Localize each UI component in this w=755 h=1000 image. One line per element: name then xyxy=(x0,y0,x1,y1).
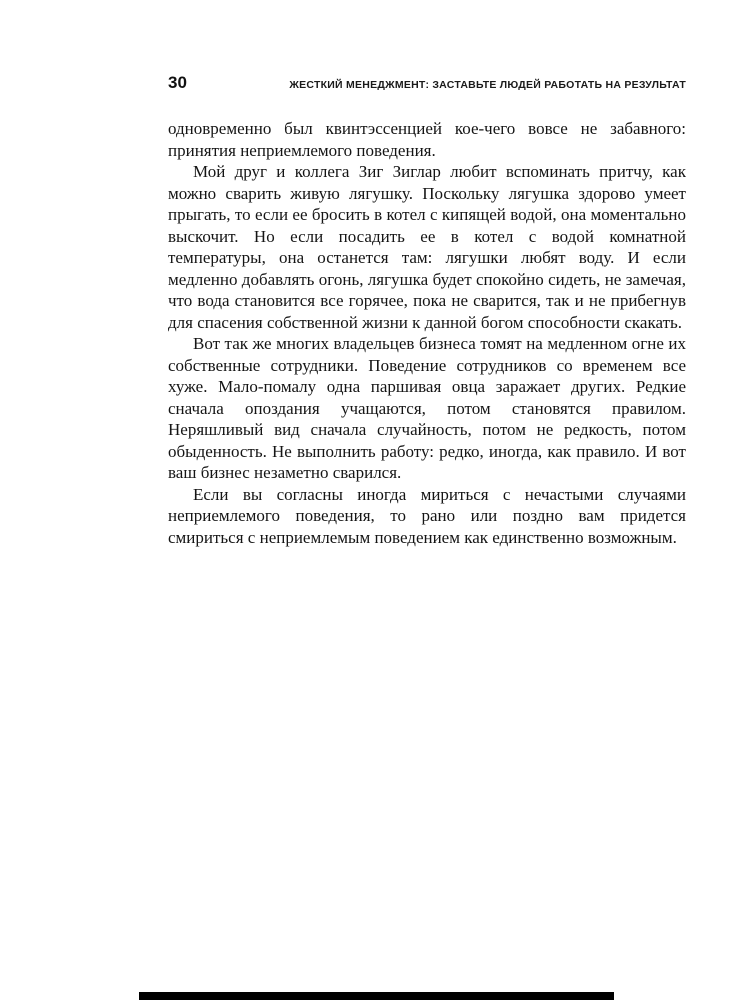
paragraph: одновременно был квинтэссенцией кое-чего вовсе не забавного: принятия неприемлемого поведения. xyxy=(168,119,686,160)
paragraph: Если вы согласны иногда мириться с нечастыми случаями неприемлемого поведения, то рано или поздно вам придется смириться с неприемлемым поведением как единственно возможным. xyxy=(168,484,686,547)
page-number: 30 xyxy=(168,73,187,92)
paragraph: Мой друг и коллега Зиг Зиглар любит вспоминать притчу, как можно сварить живую лягушку. Поскольку лягушка здорово умеет прыгать, то если ее бросить в котел с кипящей водой, она моментально выскочит. Но если посадить ее в котел с водой комнатной температуры, она останется там: лягушки любят воду. И если медленно добавлять огонь, лягушка будет спокойно сидеть, не замечая, что вода становится все горячее, пока не сварится, так и не прибегнув для спасения собственной жизни к данной богом способности скакать. xyxy=(168,162,686,332)
paragraph: Вот так же многих владельцев бизнеса томят на медленном огне их собственные сотрудники. Поведение сотрудников со временем все хуже. Мало-помалу одна паршивая овца заражает других. Редкие сначала опоздания учащаются, потом становятся правилом. Неряшливый вид сначала случайность, потом не редкость, потом обыденность. Не выполнить работу: редко, иногда, как правило. И вот ваш бизнес незаметно сварился. xyxy=(168,334,686,482)
running-title: ЖЕСТКИЙ МЕНЕДЖМЕНТ: ЗАСТАВЬТЕ ЛЮДЕЙ РАБОТАТЬ НА РЕЗУЛЬТАТ xyxy=(289,79,686,91)
body-text xyxy=(168,118,686,548)
page-header xyxy=(168,74,686,91)
page-bottom-bar xyxy=(139,992,614,1000)
